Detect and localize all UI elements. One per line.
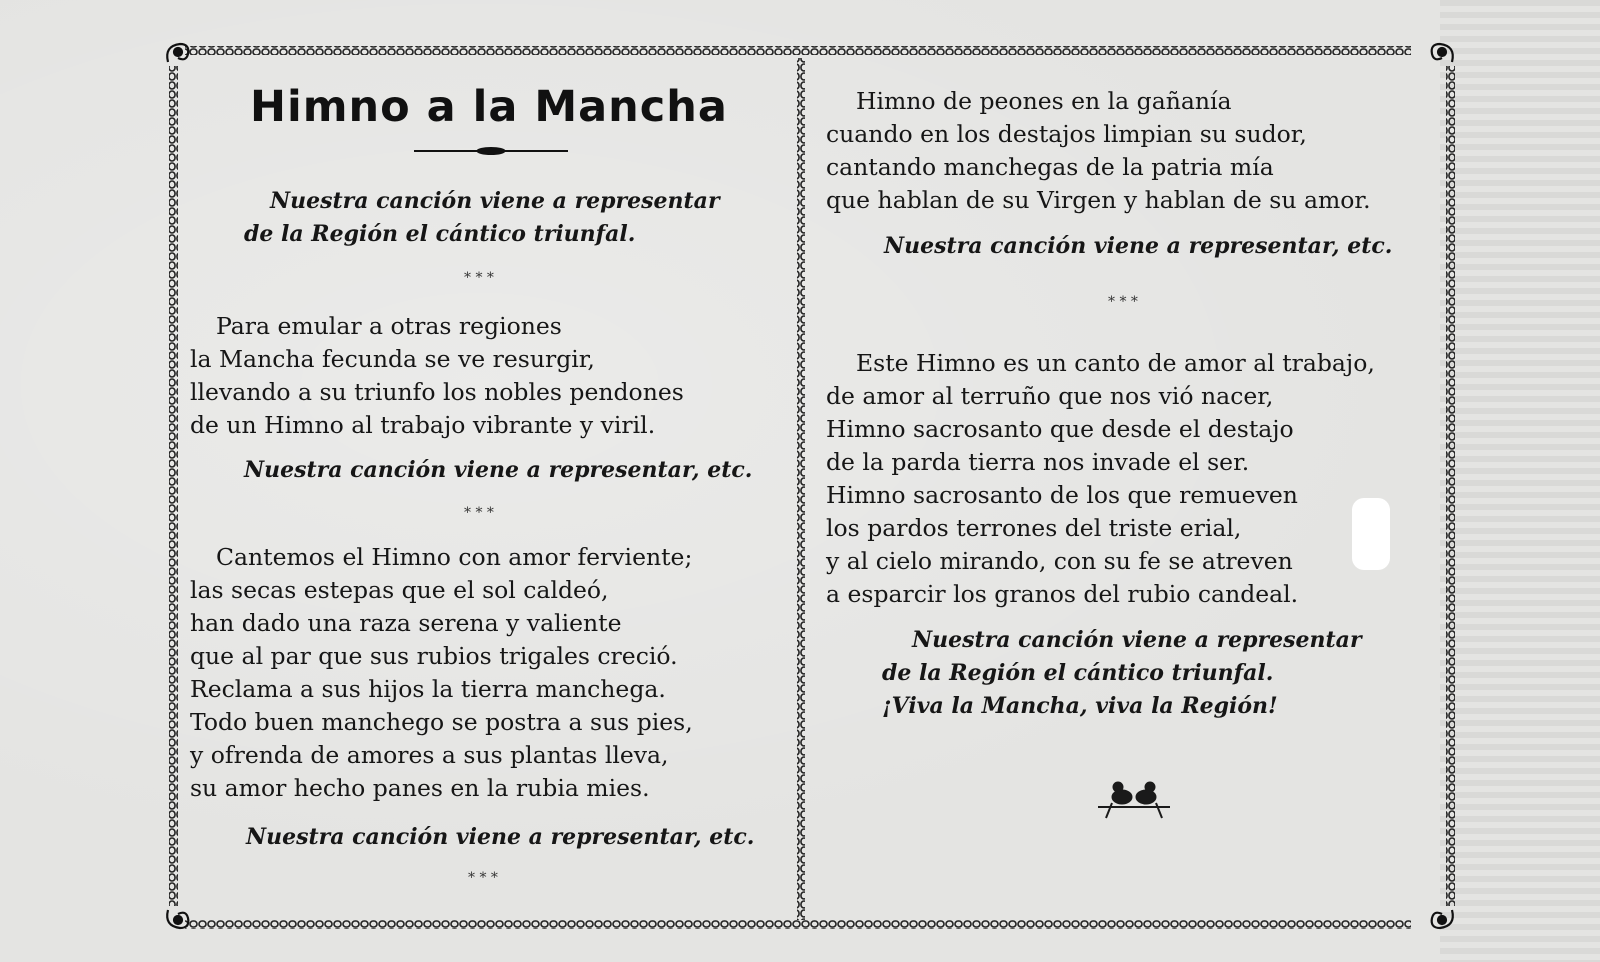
corner-ornament-br [1432,910,1453,928]
corner-ornament-tr [1432,44,1453,62]
two-birds-icon [1098,782,1170,818]
final-chorus-line-2: de la Región el cántico triunfal. [882,660,1274,686]
final-chorus-line-1: Nuestra canción viene a representar [912,627,1362,653]
stanza4-line-1: Este Himno es un canto de amor al trabajo, [856,349,1375,377]
stanza4-line-6: los pardos terrones del triste erial, [826,514,1242,542]
stanza3-line-1: Himno de peones en la gañanía [856,87,1232,115]
final-chorus-line-3: ¡Viva la Mancha, viva la Región! [882,693,1278,719]
stanza4-line-5: Himno sacrosanto de los que remueven [826,481,1298,509]
frame-bottom-border [185,920,1411,929]
stanza4-line-8: a esparcir los granos del rubio candeal. [826,580,1299,608]
stanza2-line-4: que al par que sus rubios trigales creció. [190,642,678,670]
stanza3-line-2: cuando en los destajos limpian su sudor, [826,120,1307,148]
stanza2-line-6: Todo buen manchego se postra a sus pies, [190,708,693,736]
chorus-line-2: de la Región el cántico triunfal. [244,221,636,247]
stanza2-line-3: han dado una raza serena y valiente [190,609,622,637]
frame-top-border [185,46,1411,55]
paper-blemish [1352,498,1390,570]
stanza-separator: * * * [464,270,494,286]
stanza4-line-3: Himno sacrosanto que desde el destajo [826,415,1294,443]
column-divider [797,58,805,920]
chorus-line-1: Nuestra canción viene a representar [270,188,720,214]
stanza1-line-2: la Mancha fecunda se ve resurgir, [190,345,595,373]
stanza3-line-3: cantando manchegas de la patria mía [826,153,1274,181]
stanza-separator: * * * [468,870,498,886]
refrain-1: Nuestra canción viene a representar, etc. [244,457,753,483]
frame-left-border [169,66,178,906]
stanza1-line-4: de un Himno al trabajo vibrante y viril. [190,411,656,439]
stanza2-line-2: las secas estepas que el sol caldeó, [190,576,609,604]
stanza-separator: * * * [464,505,494,521]
stanza2-line-1: Cantemos el Himno con amor ferviente; [216,543,693,571]
poem-title: Himno a la Mancha [250,82,728,132]
stanza2-line-5: Reclama a sus hijos la tierra manchega. [190,675,666,703]
stanza3-line-4: que hablan de su Virgen y hablan de su amor. [826,186,1371,214]
frame-right-border [1446,66,1455,906]
stanza2-line-8: su amor hecho panes en la rubia mies. [190,774,650,802]
refrain-3: Nuestra canción viene a representar, etc. [884,233,1393,259]
refrain-2: Nuestra canción viene a representar, etc. [246,824,755,850]
stanza-separator: * * * [1108,294,1138,310]
stanza4-line-2: de amor al terruño que nos vió nacer, [826,382,1274,410]
stanza1-line-1: Para emular a otras regiones [216,312,562,340]
stanza2-line-7: y ofrenda de amores a sus plantas lleva, [190,741,669,769]
stanza4-line-7: y al cielo mirando, con su fe se atreven [826,547,1293,575]
title-rule-ornament [414,148,568,155]
stanza4-line-4: de la parda tierra nos invade el ser. [826,448,1250,476]
stanza1-line-3: llevando a su triunfo los nobles pendones [190,378,684,406]
